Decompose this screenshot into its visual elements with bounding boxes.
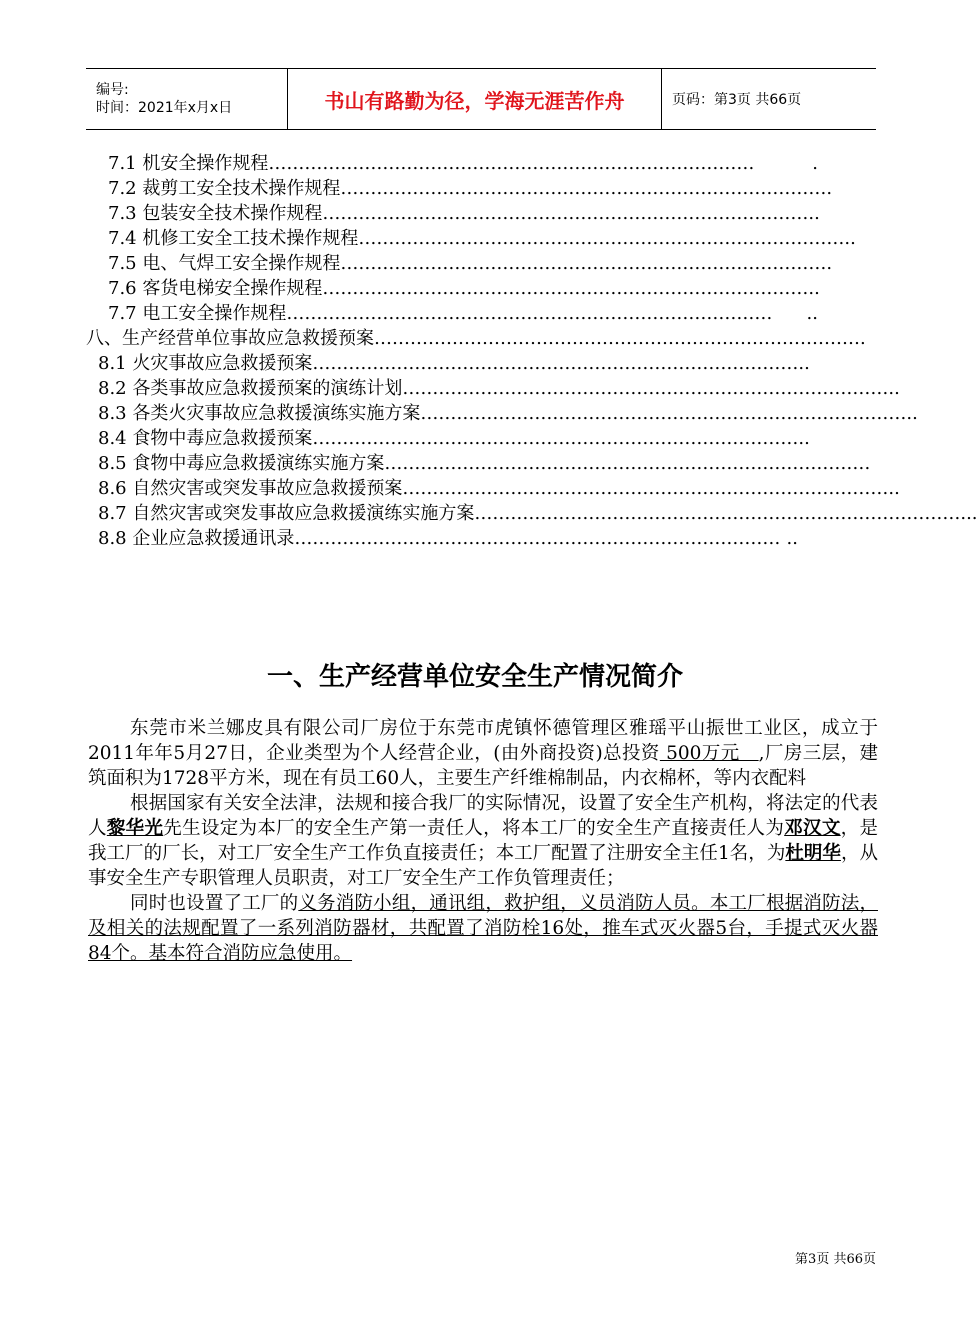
toc-leader: ……………………………………………………………………… (420, 403, 907, 424)
toc-label: 7.6 客货电梯安全操作规程 (108, 278, 323, 299)
toc-tail: .. (844, 228, 856, 249)
toc-leader: ……………………………………………………………………… (374, 328, 860, 349)
toc-leader: ……………………………………………………………………… (312, 353, 799, 374)
toc-label: 8.1 火灾事故应急救援预案 (98, 353, 313, 374)
para-text: ,厂房三层，建筑面积为1728平方米，现在有员工60人，主要生产纤维棉制品，内衣棉杯，等内衣配料 (88, 743, 878, 789)
toc-entry[interactable] (86, 376, 900, 401)
toc-label: 7.1 机安全操作规程 (108, 153, 269, 174)
toc-leader: ……………………………………………………………………… (268, 153, 755, 174)
number-label: 编号: (96, 82, 129, 98)
page-header (86, 68, 876, 130)
toc-entry[interactable] (86, 151, 818, 176)
toc-entry[interactable] (86, 476, 900, 501)
toc-entry[interactable] (86, 226, 856, 251)
toc-tail: . (826, 178, 833, 199)
toc-leader: ……………………………………………………………………… (322, 203, 809, 224)
toc-label: 7.4 机修工安全工技术操作规程 (108, 228, 359, 249)
body-text (88, 716, 878, 966)
para-text: 先生设定为本厂的安全生产第一责任人，将本工厂的安全生产直接责任人为 (163, 818, 785, 839)
toc-tail: . (812, 153, 818, 174)
page-label: 页码：第3页 共66页 (672, 92, 802, 108)
table-of-contents (86, 151, 978, 551)
toc-tail: . (860, 328, 866, 349)
toc-leader: ……………………………………………………………………… (294, 528, 781, 549)
toc-tail: .. (798, 353, 810, 374)
toc-tail: .. (906, 403, 918, 424)
toc-entry[interactable] (86, 426, 810, 451)
paragraph-company-intro (88, 716, 878, 791)
toc-leader: ……………………………………………………………………… (402, 378, 889, 399)
toc-tail: .. (888, 378, 900, 399)
toc-tail: .. (786, 528, 798, 549)
toc-label: 八、生产经营单位事故应急救援预案 (86, 328, 374, 349)
toc-label: 7.5 电、气焊工安全操作规程 (108, 253, 341, 274)
section-title: 一、生产经营单位安全生产情况简介 (266, 662, 683, 692)
toc-leader: ……………………………………………………………………… (474, 503, 961, 524)
paragraph-safety-org (88, 791, 878, 891)
toc-leader: ……………………………………………………………………… (312, 428, 799, 449)
toc-entry[interactable] (86, 351, 810, 376)
toc-entry[interactable] (86, 526, 798, 551)
toc-entry[interactable] (86, 201, 818, 226)
fire-equipment-text: 义务消防小组，通讯组，救护组，义员消防人员。本工厂根据消防法，及相关的法规配置了一系列消防器材，共配置了消防栓16处，推车式灭火器5台，手提式灭火器84个。基本符合消防应急使用。 (88, 893, 878, 964)
header-meta (86, 69, 288, 129)
toc-label: 7.7 电工安全操作规程 (108, 303, 287, 324)
toc-entry[interactable] (86, 176, 833, 201)
page-footer: 第3页 共66页 (795, 1252, 876, 1267)
toc-leader: ……………………………………………………………………… (340, 253, 827, 274)
para-text: ，从事安全生产专职管理人员职责，对工厂安全生产工作负管理责任； (88, 843, 878, 889)
para-text: 东莞市米兰娜皮具有限公司厂房位于东莞市虎镇怀德管理区雅瑶平山振世工业区，成立于2011年年5月27日，企业类型为个人经营企业，(由外商投资)总投资 (88, 718, 878, 764)
direct-responsible-name: 邓汉文 (784, 818, 841, 839)
header-motto (288, 69, 662, 129)
toc-tail: . (826, 253, 833, 274)
toc-tail: .. (806, 303, 818, 324)
toc-entry[interactable] (86, 451, 871, 476)
motto-text: 书山有路勤为径，学海无涯苦作舟 (324, 88, 625, 113)
toc-label: 8.7 自然灾害或突发事故应急救援演练实施方案 (98, 503, 475, 524)
investment-amount: 500万元 (659, 743, 759, 764)
toc-entry[interactable] (86, 501, 978, 526)
header-page (662, 69, 876, 129)
toc-tail: .. (798, 428, 810, 449)
toc-label: 8.6 自然灾害或突发事故应急救援预案 (98, 478, 403, 499)
para-text: ，是我工厂的厂长，对工厂安全生产工作负直接责任；本工厂配置了注册安全主任1名，为 (88, 818, 878, 864)
toc-tail: ... (960, 503, 978, 524)
toc-leader: ……………………………………………………………………… (286, 303, 773, 324)
paragraph-fire-equipment (88, 891, 878, 966)
para-text: 根据国家有关安全法津，法规和接合我厂的实际情况，设置了安全生产机构，将法定的代表人 (88, 793, 878, 839)
toc-leader: ……………………………………………………………………… (358, 228, 845, 249)
toc-label: 8.8 企业应急救援通讯录 (98, 528, 295, 549)
toc-leader: ……………………………………………………………………… (384, 453, 871, 474)
para-text: 同时也设置了工厂的 (130, 893, 299, 914)
toc-tail: .. (808, 203, 820, 224)
toc-leader: ……………………………………………………………………… (322, 278, 809, 299)
toc-entry[interactable] (86, 301, 818, 326)
toc-label: 8.4 食物中毒应急救援预案 (98, 428, 313, 449)
toc-entry[interactable] (86, 401, 918, 426)
toc-entry[interactable] (86, 276, 818, 301)
toc-label: 8.5 食物中毒应急救援演练实施方案 (98, 453, 385, 474)
toc-label: 7.2 裁剪工安全技术操作规程 (108, 178, 341, 199)
toc-label: 8.2 各类事故应急救援预案的演练计划 (98, 378, 403, 399)
toc-entry[interactable] (86, 251, 833, 276)
time-label: 时间：2021年x月x日 (96, 100, 233, 116)
safety-director-name: 杜明华 (785, 843, 841, 864)
legal-representative-name: 黎华光 (106, 818, 164, 839)
toc-leader: ……………………………………………………………………… (340, 178, 827, 199)
toc-entry[interactable] (86, 326, 866, 351)
toc-label: 8.3 各类火灾事故应急救援演练实施方案 (98, 403, 421, 424)
toc-tail: .. (888, 478, 900, 499)
toc-leader: ……………………………………………………………………… (402, 478, 889, 499)
toc-tail: .. (808, 278, 820, 299)
toc-label: 7.3 包装安全技术操作规程 (108, 203, 323, 224)
